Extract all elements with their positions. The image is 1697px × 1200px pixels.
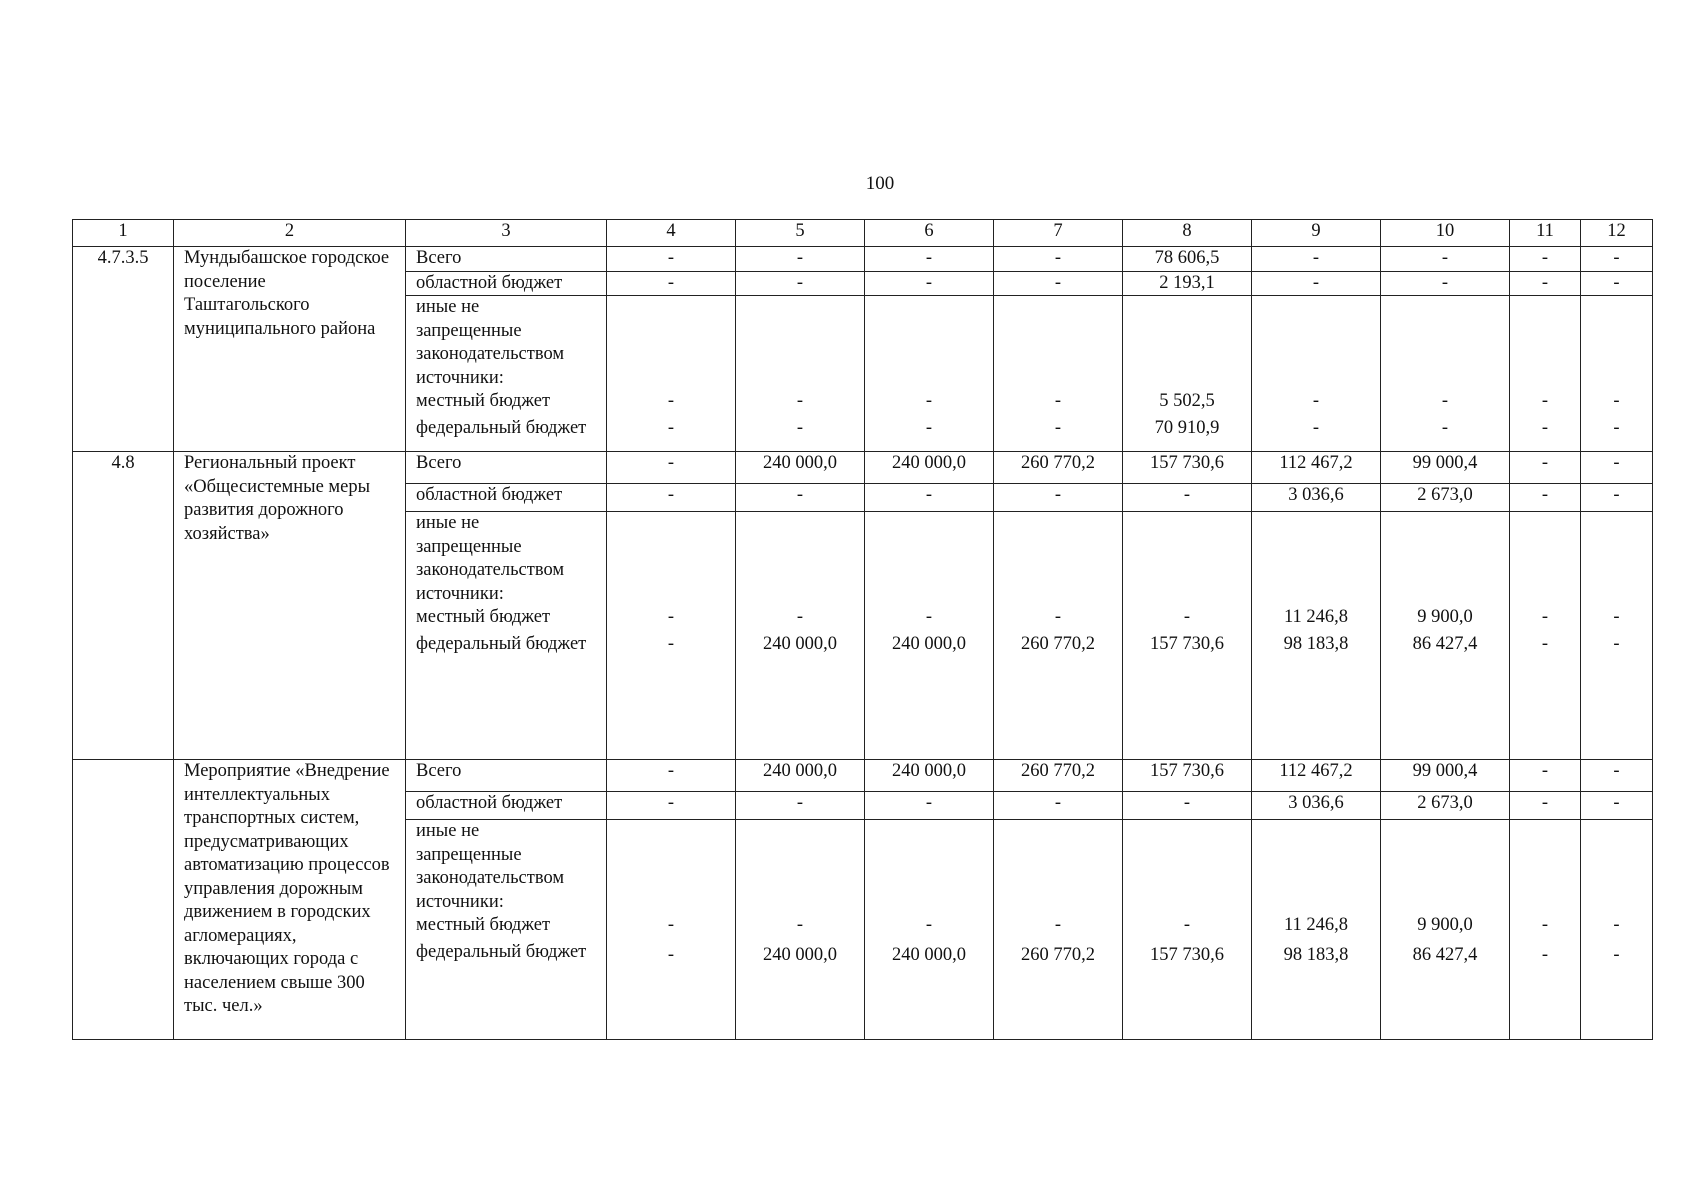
value-cell-stacked [736, 296, 865, 452]
value-cell: - [607, 792, 736, 820]
federal-budget-value: - [1613, 633, 1620, 654]
local-budget-value: 11 246,8 [1283, 607, 1349, 627]
value-cell-stacked [736, 820, 865, 1040]
value-cell: - [994, 792, 1123, 820]
value-cell-stacked [865, 820, 994, 1040]
source-label-line: источники: [416, 367, 504, 388]
value-cell: - [1581, 760, 1653, 792]
value-cell: - [1510, 484, 1581, 512]
local-budget-value: 9 900,0 [1417, 915, 1473, 935]
federal-budget-value: - [1613, 944, 1620, 965]
federal-budget-value: - [667, 944, 675, 965]
value-cell: - [994, 484, 1123, 512]
value-cell: - [607, 760, 736, 792]
value-cell-stacked [1381, 820, 1510, 1040]
header-row [73, 220, 1653, 247]
value-cell: 260 770,2 [994, 452, 1123, 484]
federal-budget-value: 240 000,0 [892, 944, 966, 965]
local-budget-value: - [1613, 607, 1620, 627]
value-cell-stacked [865, 512, 994, 760]
local-budget-label: местный бюджет [416, 915, 551, 935]
value-cell-stacked [994, 820, 1123, 1040]
federal-budget-value: 157 730,6 [1150, 633, 1224, 654]
source-label-line: иные не [416, 297, 480, 317]
item-name: Мероприятие «Внедрение интеллектуальных транспортных систем, предусматривающих автоматизацию процессов управления дорожным движением в городских агломерациях, включающих города с населением свыше 300 тыс. чел.» [174, 760, 406, 1040]
federal-budget-value: - [1541, 633, 1549, 654]
local-budget-value: - [1183, 915, 1191, 935]
item-code [73, 760, 174, 1040]
item-code: 4.7.3.5 [73, 247, 174, 452]
value-cell-stacked [1381, 512, 1510, 760]
item-name: Региональный проект «Общесистемные меры развития дорожного хозяйства» [174, 452, 406, 760]
value-cell: 240 000,0 [736, 452, 865, 484]
value-cell: - [736, 247, 865, 272]
value-cell: - [865, 247, 994, 272]
local-budget-value: - [1613, 391, 1620, 411]
local-budget-value: - [667, 391, 675, 411]
local-budget-value: - [1312, 391, 1320, 411]
local-budget-value: - [1541, 915, 1549, 935]
value-cell: - [1510, 271, 1581, 296]
value-cell-stacked [865, 296, 994, 452]
source-label-line: иные не [416, 821, 480, 841]
value-cell: 2 193,1 [1123, 271, 1252, 296]
local-budget-value: - [925, 915, 933, 935]
source-label-line: источники: [416, 891, 504, 912]
federal-budget-value: - [925, 417, 933, 438]
page-number: 100 [865, 173, 895, 194]
column-header-1: 1 [73, 220, 174, 247]
source-label-regional: областной бюджет [406, 792, 607, 820]
row-total [73, 760, 1653, 792]
value-cell-stacked [607, 820, 736, 1040]
column-header-5: 5 [736, 220, 865, 247]
value-cell-stacked [1581, 296, 1653, 452]
column-header-2: 2 [174, 220, 406, 247]
value-cell: - [1581, 247, 1653, 272]
value-cell: 3 036,6 [1252, 792, 1381, 820]
value-cell: 240 000,0 [865, 452, 994, 484]
federal-budget-value: 86 427,4 [1412, 633, 1478, 654]
value-cell: 99 000,4 [1381, 452, 1510, 484]
value-cell: - [1381, 271, 1510, 296]
local-budget-value: - [1541, 607, 1549, 627]
local-budget-value: - [796, 915, 804, 935]
value-cell: - [736, 484, 865, 512]
value-cell: - [1510, 247, 1581, 272]
value-cell: - [1510, 760, 1581, 792]
local-budget-value: - [925, 607, 933, 627]
federal-budget-value: 86 427,4 [1412, 944, 1478, 965]
local-budget-value: - [925, 391, 933, 411]
column-header-11: 11 [1510, 220, 1581, 247]
column-header-12: 12 [1581, 220, 1653, 247]
row-total [73, 247, 1653, 272]
source-label-regional: областной бюджет [406, 271, 607, 296]
local-budget-value: - [1441, 391, 1449, 411]
local-budget-value: - [1054, 391, 1062, 411]
value-cell: 99 000,4 [1381, 760, 1510, 792]
value-cell-stacked [1252, 296, 1381, 452]
value-cell-stacked [736, 512, 865, 760]
value-cell: - [607, 452, 736, 484]
value-cell-stacked [1252, 512, 1381, 760]
value-cell: - [1581, 792, 1653, 820]
value-cell: 240 000,0 [736, 760, 865, 792]
value-cell: - [607, 484, 736, 512]
value-cell: - [994, 247, 1123, 272]
local-budget-value: 11 246,8 [1283, 915, 1349, 935]
local-budget-value: - [1054, 915, 1062, 935]
federal-budget-value: 240 000,0 [763, 944, 837, 965]
source-label-line: запрещенные [416, 320, 522, 341]
source-label-line: запрещенные [416, 844, 522, 865]
local-budget-label: местный бюджет [416, 391, 551, 411]
value-cell: 157 730,6 [1123, 452, 1252, 484]
source-label-line: иные не [416, 513, 480, 533]
value-cell: 260 770,2 [994, 760, 1123, 792]
source-label-other [406, 512, 607, 760]
value-cell: - [1252, 247, 1381, 272]
value-cell: - [1252, 271, 1381, 296]
source-label-line: законодательством [416, 868, 565, 888]
value-cell-stacked [1510, 820, 1581, 1040]
source-label-line: запрещенные [416, 536, 522, 557]
value-cell: - [1123, 484, 1252, 512]
local-budget-value: - [667, 915, 675, 935]
federal-budget-value: 260 770,2 [1021, 633, 1095, 654]
column-header-6: 6 [865, 220, 994, 247]
local-budget-value: - [1183, 607, 1191, 627]
item-code: 4.8 [73, 452, 174, 760]
federal-budget-label: федеральный бюджет [416, 941, 587, 962]
federal-budget-value: - [667, 633, 675, 654]
federal-budget-value: - [1541, 417, 1549, 438]
value-cell: 112 467,2 [1252, 452, 1381, 484]
source-label-line: законодательством [416, 560, 565, 580]
value-cell: - [1510, 792, 1581, 820]
value-cell: - [1123, 792, 1252, 820]
federal-budget-value: 240 000,0 [763, 633, 837, 654]
value-cell: - [1510, 452, 1581, 484]
value-cell: - [865, 792, 994, 820]
federal-budget-value: 70 910,9 [1154, 417, 1220, 438]
value-cell: 240 000,0 [865, 760, 994, 792]
value-cell-stacked [1123, 512, 1252, 760]
value-cell-stacked [1123, 296, 1252, 452]
column-header-4: 4 [607, 220, 736, 247]
value-cell: - [1581, 484, 1653, 512]
value-cell: 2 673,0 [1381, 484, 1510, 512]
table-body [73, 220, 1653, 1040]
value-cell: - [1581, 271, 1653, 296]
local-budget-value: - [1054, 607, 1062, 627]
value-cell: 3 036,6 [1252, 484, 1381, 512]
value-cell: 78 606,5 [1123, 247, 1252, 272]
federal-budget-value: - [1541, 944, 1549, 965]
column-header-7: 7 [994, 220, 1123, 247]
value-cell-stacked [994, 296, 1123, 452]
value-cell: - [607, 247, 736, 272]
value-cell: - [1581, 452, 1653, 484]
federal-budget-label: федеральный бюджет [416, 633, 587, 654]
value-cell: - [607, 271, 736, 296]
source-label-regional: областной бюджет [406, 484, 607, 512]
federal-budget-value: - [1441, 417, 1449, 438]
value-cell-stacked [607, 296, 736, 452]
row-total [73, 452, 1653, 484]
value-cell-stacked [1252, 820, 1381, 1040]
value-cell: - [994, 271, 1123, 296]
local-budget-label: местный бюджет [416, 607, 551, 627]
federal-budget-value: 98 183,8 [1283, 944, 1349, 965]
source-label-total: Всего [406, 247, 607, 272]
value-cell: - [865, 484, 994, 512]
local-budget-value: - [796, 391, 804, 411]
federal-budget-value: 240 000,0 [892, 633, 966, 654]
value-cell: 157 730,6 [1123, 760, 1252, 792]
local-budget-value: 5 502,5 [1159, 391, 1215, 411]
value-cell-stacked [1123, 820, 1252, 1040]
federal-budget-value: 157 730,6 [1150, 944, 1224, 965]
value-cell-stacked [994, 512, 1123, 760]
column-header-9: 9 [1252, 220, 1381, 247]
value-cell-stacked [1581, 512, 1653, 760]
source-label-other [406, 820, 607, 1040]
value-cell: - [736, 271, 865, 296]
local-budget-value: 9 900,0 [1417, 607, 1473, 627]
local-budget-value: - [667, 607, 675, 627]
value-cell-stacked [1510, 512, 1581, 760]
column-header-3: 3 [406, 220, 607, 247]
value-cell: 2 673,0 [1381, 792, 1510, 820]
item-name: Мундыбашское городское поселение Таштагольского муниципального района [174, 247, 406, 452]
value-cell: 112 467,2 [1252, 760, 1381, 792]
value-cell: - [736, 792, 865, 820]
federal-budget-value: 98 183,8 [1283, 633, 1349, 654]
federal-budget-value: - [667, 417, 675, 438]
budget-table [72, 219, 1653, 1040]
source-label-other [406, 296, 607, 452]
column-header-10: 10 [1381, 220, 1510, 247]
value-cell-stacked [607, 512, 736, 760]
local-budget-value: - [1613, 915, 1620, 935]
federal-budget-value: - [1054, 417, 1062, 438]
value-cell: - [865, 271, 994, 296]
source-label-line: законодательством [416, 344, 565, 364]
federal-budget-value: - [796, 417, 804, 438]
column-header-8: 8 [1123, 220, 1252, 247]
source-label-total: Всего [406, 452, 607, 484]
federal-budget-value: - [1613, 417, 1620, 438]
value-cell-stacked [1581, 820, 1653, 1040]
value-cell-stacked [1510, 296, 1581, 452]
local-budget-value: - [1541, 391, 1549, 411]
source-label-line: источники: [416, 583, 504, 604]
federal-budget-label: федеральный бюджет [416, 417, 587, 438]
value-cell: - [1381, 247, 1510, 272]
local-budget-value: - [796, 607, 804, 627]
source-label-total: Всего [406, 760, 607, 792]
value-cell-stacked [1381, 296, 1510, 452]
federal-budget-value: 260 770,2 [1021, 944, 1095, 965]
federal-budget-value: - [1312, 417, 1320, 438]
